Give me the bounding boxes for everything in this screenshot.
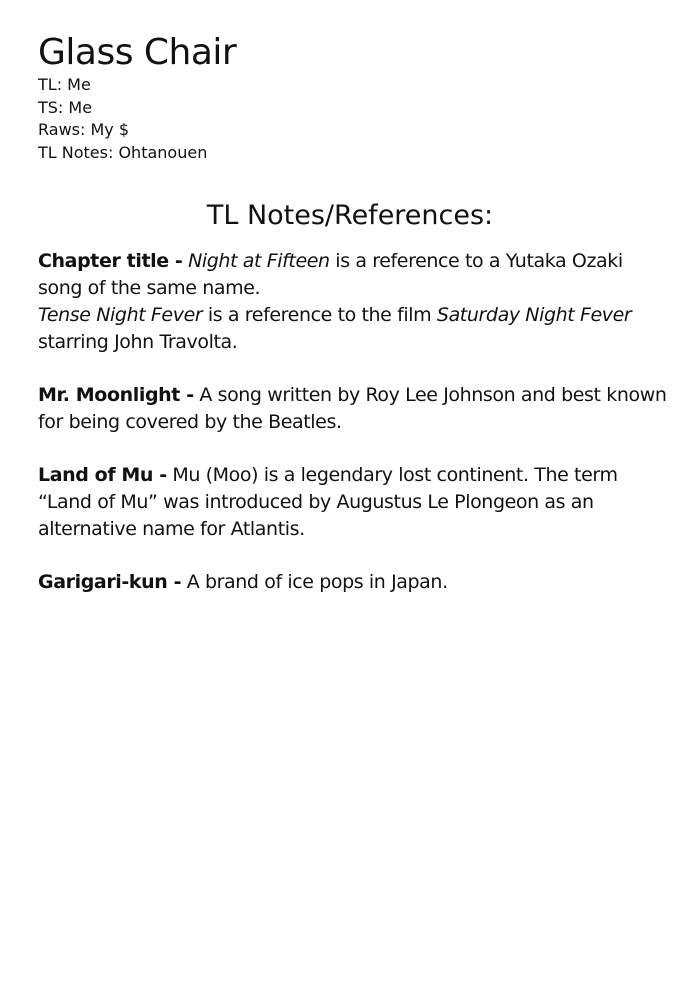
credit-tl-notes: TL Notes: Ohtanouen: [38, 142, 208, 162]
note-line: song of the same name.: [38, 277, 261, 299]
note-line: [38, 569, 693, 596]
song-title: Night at Fifteen: [188, 250, 330, 272]
note-term: Chapter title -: [38, 250, 183, 272]
note-line: [38, 382, 693, 409]
note-garigari-kun: [38, 569, 693, 596]
credits-block: [38, 32, 438, 164]
note-text: A brand of ice pops in Japan.: [181, 571, 448, 593]
note-line: [38, 462, 693, 489]
note-land-of-mu: [38, 462, 693, 543]
note-text: is a reference to the film: [202, 304, 437, 326]
note-line: for being covered by the Beatles.: [38, 411, 342, 433]
note-text: Mu (Moo) is a legendary lost continent. The term: [166, 464, 618, 486]
note-line: [38, 302, 693, 329]
note-mr-moonlight: [38, 382, 693, 436]
notes-heading: TL Notes/References:: [206, 200, 494, 231]
note-term: Land of Mu -: [38, 464, 167, 486]
note-line: “Land of Mu” was introduced by Augustus Le Plongeon as an: [38, 491, 594, 513]
note-line: [38, 248, 693, 275]
notes-list: [38, 248, 693, 622]
note-chapter-title: [38, 248, 693, 356]
film-title: Saturday Night Fever: [436, 304, 632, 326]
page-title: Glass Chair: [38, 32, 237, 73]
note-line: starring John Travolta.: [38, 331, 238, 353]
credit-translator: TL: Me: [38, 75, 91, 94]
credit-raws: Raws: My $: [38, 120, 130, 139]
credit-typesetter: TS: Me: [38, 97, 93, 117]
note-term: Garigari-kun -: [38, 571, 182, 593]
note-term: Mr. Moonlight -: [38, 384, 194, 406]
note-line: alternative name for Atlantis.: [38, 518, 305, 540]
note-text: A song written by Roy Lee Johnson and best known: [193, 384, 667, 406]
reference-title: Tense Night Fever: [38, 304, 203, 326]
note-text: is a reference to a Yutaka Ozaki: [329, 250, 623, 272]
